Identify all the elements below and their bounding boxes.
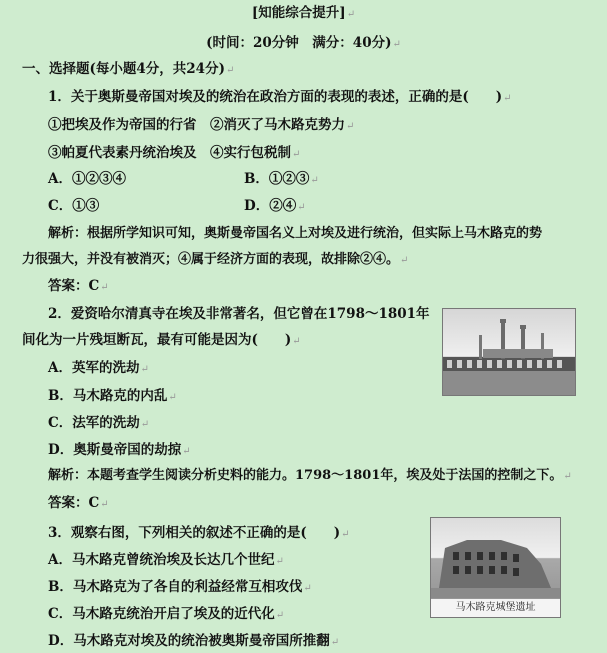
question-2-option-d: D．奥斯曼帝国的劫掠↵ xyxy=(48,442,191,458)
citadel-illustration xyxy=(431,518,560,598)
section-title: [知能综合提升]↵ xyxy=(251,5,356,21)
mosque-photo xyxy=(442,308,576,396)
question-1-statements-b: ③帕夏代表素丹统治埃及 ④实行包税制↵ xyxy=(48,145,301,161)
question-1-analysis-cont: 力很强大，并没有被消灭；④属于经济方面的表现，故排除②④。↵ xyxy=(22,252,409,267)
question-2-stem: 2．爱资哈尔清真寺在埃及非常著名，但它曾在1798～1801年 xyxy=(48,306,430,322)
time-score-info: (时间：20分钟 满分：40分)↵ xyxy=(206,35,401,51)
question-2-answer: 答案：C↵ xyxy=(48,495,109,511)
question-1-statements-a: ①把埃及作为帝国的行省 ②消灭了马木路克势力↵ xyxy=(48,117,355,133)
question-3-option-c: C．马木路克统治开启了埃及的近代化↵ xyxy=(48,606,285,622)
question-1-analysis: 解析：根据所学知识可知，奥斯曼帝国名义上对埃及进行统治，但实际上马木路克的势 xyxy=(48,226,543,241)
section-heading: 一、选择题(每小题4分，共24分)↵ xyxy=(22,61,235,77)
question-1-option-c: C．①③ xyxy=(48,198,100,214)
question-2-option-a: A．英军的洗劫↵ xyxy=(48,360,149,376)
mosque-illustration xyxy=(443,309,575,395)
question-3-option-a: A．马木路克曾统治埃及长达几个世纪↵ xyxy=(48,552,284,568)
citadel-photo-caption: 马木路克城堡遗址 xyxy=(431,599,560,617)
question-2-option-c: C．法军的洗劫↵ xyxy=(48,415,150,431)
question-2-stem-cont: 间化为一片残垣断瓦，最有可能是因为( )↵ xyxy=(22,332,301,348)
question-1-answer: 答案：C↵ xyxy=(48,278,109,294)
question-2-option-b: B．马木路克的内乱↵ xyxy=(48,388,177,404)
question-3-stem: 3．观察右图，下列相关的叙述不正确的是( )↵ xyxy=(48,525,350,541)
question-3-option-b: B．马木路克为了各自的利益经常互相攻伐↵ xyxy=(48,579,312,595)
citadel-photo xyxy=(430,517,561,618)
question-1-option-d: D．②④↵ xyxy=(244,198,306,214)
question-2-analysis: 解析：本题考查学生阅读分析史料的能力。1798～1801年，埃及处于法国的控制之下。↵ xyxy=(48,468,572,483)
question-3-option-d: D．马木路克对埃及的统治被奥斯曼帝国所推翻↵ xyxy=(48,633,340,649)
question-1-option-a: A．①②③④ xyxy=(48,171,126,187)
question-1-stem: 1．关于奥斯曼帝国对埃及的统治在政治方面的表现的表述，正确的是( )↵ xyxy=(48,89,512,105)
question-1-option-b: B．①②③↵ xyxy=(244,171,319,187)
